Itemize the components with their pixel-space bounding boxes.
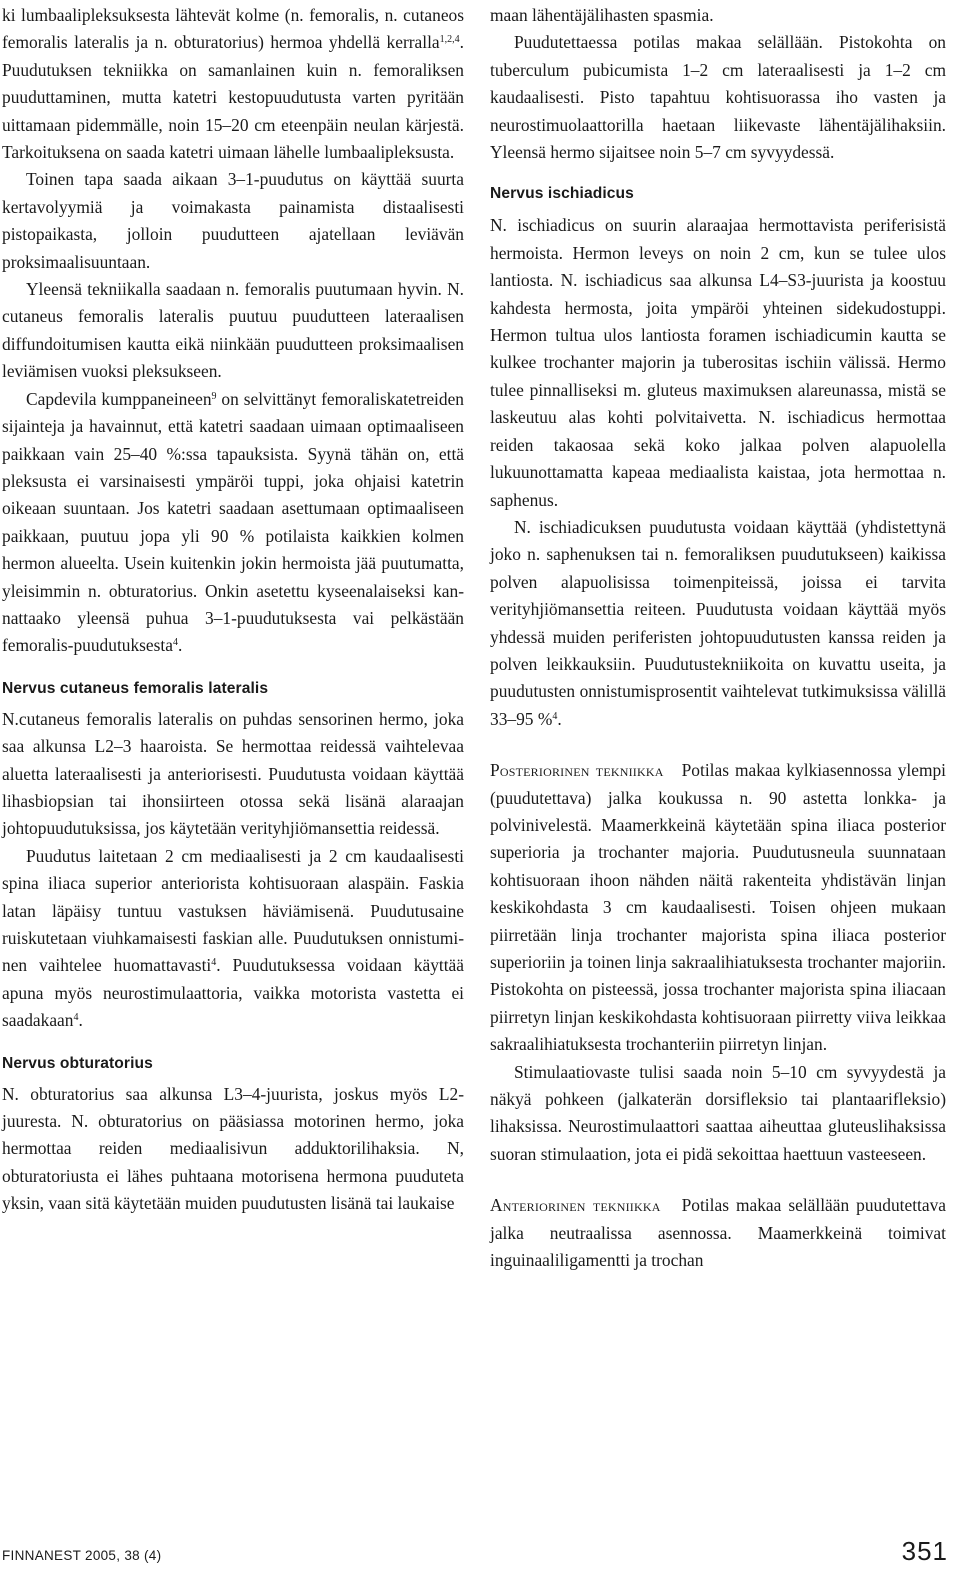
paragraph: Posteriorinen tekniikka Potilas makaa kylkiasennossa ylempi (puudutettava) jalka koukussa n. 90 astetta lonkka- ja polvinivelestä. Maamerkkeinä käytetään spina iliaca posterior superioria ja trochanter majoria. Puudutusneula suunnataan kohtisuoraan ihoon nähden näitä rakenteita yhdistävän linjan keskikohdasta 3 cm kaudaalisesti. Toisen ohjeen mukaan piirretään linja trochanter majorista spina iliaca posterior superioriin ja toinen linja sakraalihiatuksesta trochanter majoriin. Pistokohta on pisteessä, jossa trochanter majorista spina iliacaan piirretyn linjan keskikohdasta kohtisuoraan piirretty viiva leikkaa sakraalihiatuksesta trochanteriin piirretyn linjan. [490,760,946,1055]
reference: 4 [73,1012,79,1024]
subsection-lead: Anteriorinen tekniikka [490,1195,661,1216]
paragraph: Anteriorinen tekniikka Potilas makaa selällään puudutettava jalka neutraalissa asennossa. Maamerkkeinä toimivat inguinaaliligamentti ja trochan [490,1195,946,1271]
paragraph: maan lähentäjälihasten spasmia. [490,5,714,25]
reference: 4 [172,637,178,649]
right-column [490,2,946,1274]
reference: 1,2,4 [439,34,460,46]
page-number: 351 [901,1536,948,1566]
paragraph: Toinen tapa saada aikaan 3–1-puudutus on käyttää suurta kertavolyymiä ja voimakasta painamista distaalisesti pistopaikasta, jolloin puudutteen ajatellaan leviävän proksimaalisuuntaan. [2,169,464,272]
paragraph: N. ischiadicus on suurin alaraajaa hermottavista periferisistä hermoista. Hermon leveys on noin 2 cm, kun se tulee ulos lantiosta. N. ischiadicus saa alkunsa L4–S3-juurista ja koostuu kahdesta hermosta, joita ympäröi yhteinen sidekudostuppi. Hermon tultua ulos lantiosta foramen ischiadicumin kautta se kulkee trochanter majorin ja tuberositas ischiin välissä. Hermo tulee pinnalliseksi m. gluteus maximuksen alareunassa, mistä se laskeutuu alas kohti polvitaivetta. N. ischiadicus hermottaa reiden takaosaa sekä koko jalkaa polven alapuolella lukuunottamatta kapeaa mediaalista kaistaa, jota hermottaa n. saphenus. [490,215,946,510]
paragraph: ki lumbaalipleksuksesta lähtevät kolme (n. femoralis, n. cutaneos femoralis lateralis ja n. obturatorius) hermoa yhdellä kerralla$^{1,2,4}$. Puudutuksen tekniikka on samanlainen kuin n. femoraliksen puuduttaminen, mutta katetri kestopuudutusta varten pyritään uittamaan pidemmälle, noin 15–20 cm eteenpäin neulan kärjestä. Tarkoituksena on saada katetri uimaan lähelle lumbaalipleksusta. [2,5,464,163]
paragraph: Stimulaatiovaste tulisi saada noin 5–10 cm syvyydestä ja näkyä pohkeen (jalkaterän dorsifleksio tai plantaarifleksio) lihaksissa. Neurostimulaattori saattaa aiheuttaa gluteuslihaksissa suoran stimulaation, jota ei pidä sekoittaa haettuun vasteeseen. [490,1061,946,1164]
reference: 9 [211,390,217,402]
reference: 4 [211,957,217,969]
paragraph: N. obturatorius saa alkunsa L3–4-juurista, joskus myös L2-juuresta. N. obturatorius on pääsiassa motorinen hermo, joka hermottaa reiden mediaalisivun adduktorilihaksia. N, obturatoriusta ei lähes puhtaana motorisena hermona puuduteta yksin, vaan sitä käytetään muiden puudutusten lisänä tai laukaise [2,1083,464,1214]
paragraph: N. ischiadicuksen puudutusta voidaan käyttää (yhdistettynä joko n. saphenuksen tai n. femoraliksen puudutukseen) kaikissa polven alapuolisissa toimenpiteissä, joissa ei tarvita verityhjiömansettia reiteen. Puudutusta voidaan käyttää myös yhdessä muiden periferisten johtopuudutusten kanssa reiden ja polven leikkauksiin. Puudutustekniikoita on kuvattu useita, ja puudutusten onnistumisprosentit vaihtelevat tutkimuksissa välillä 33–95 %$^4$. [490,516,946,729]
section-heading: Nervus ischiadicus [490,185,634,203]
paragraph: Capdevila kumppaneineen$^9$ on selvittänyt femoraliskatetreiden sijainteja ja havainnut, että katetri saadaan uimaan optimaaliseen paikkaan vain 25–40 %:ssa tapauksista. Syynä tähän on, että pleksusta ei varsinaisesti ympäröi tuppi, joka ohjaisi katetrin oikeaan suuntaan. Jos katetri saadaan asettumaan optimaaliseen paikkaan, puutuu jopa yli 90 % potilaista kaikkien kolmen hermon alueelta. Usein kuitenkin jokin hermoista jää puutumatta, yleisimmin n. obturatorius. Onkin asetettu kyseenalaiseksi kannattaako yleensä puhua 3–1-puudutuksesta vai pelkästään femoralis-puudutuksesta$^4$. [2,388,464,656]
paragraph: Puudutettaessa potilas makaa selällään. Pistokohta on tuberculum pubicumista 1–2 cm lateraalisesti ja 1–2 cm kaudaalisesti. Pisto tapahtuu kohtisuorassa iho vasten ja neurostimuolaattorilla haetaan liikevaste lähentäjälihaksiin. Yleensä hermo sijaitsee noin 5–7 cm syvyydessä. [490,32,946,163]
section-heading: Nervus obturatorius [2,1054,153,1072]
section-heading: Nervus cutaneus femoralis lateralis [2,679,269,697]
paragraph: Yleensä tekniikalla saadaan n. femoralis puutumaan hyvin. N. cutaneus femoralis lateralis puutuu puudutteen lateraalisen diffundoitumisen kautta eikä niinkään puudutteen proksimaalisen leviämisen vuoksi pleksukseen. [2,279,464,382]
reference: 4 [552,710,558,722]
subsection-lead: Posteriorinen tekniikka [490,760,664,781]
paragraph: N.cutaneus femoralis lateralis on puhdas sensorinen hermo, joka saa alkunsa L2–3 haaroista. Se hermottaa reidessä vaihtelevaa aluetta lateraalisesti ja anteriorisesti. Puudutusta voidaan käyttää lihasbiopsian tai ihonsiirteen otossa sekä lisänä alaraajan johtopuudutuksissa, jos käytetään verityhjiömansettia reidessä. [2,708,464,839]
journal-footer: FINNANEST 2005, 38 (4) [2,1548,162,1563]
paragraph: Puudutus laitetaan 2 cm mediaalisesti ja 2 cm kaudaalisesti spina iliaca superior anteriorista kohtisuoraan alaspäin. Faskia latan läpäisy tuntuu vastuksen häviämisenä. Puudutusaine ruiskutetaan viuhkamaisesti faskian alle. Puudutuksen onnistuminen vaihtelee huomattavasti$^4$. Puudutuksessa voidaan käyttää apuna myös neurostimulaattoria, vaikka motorista vastetta ei saadakaan$^4$. [2,845,464,1031]
left-column [2,2,464,1218]
